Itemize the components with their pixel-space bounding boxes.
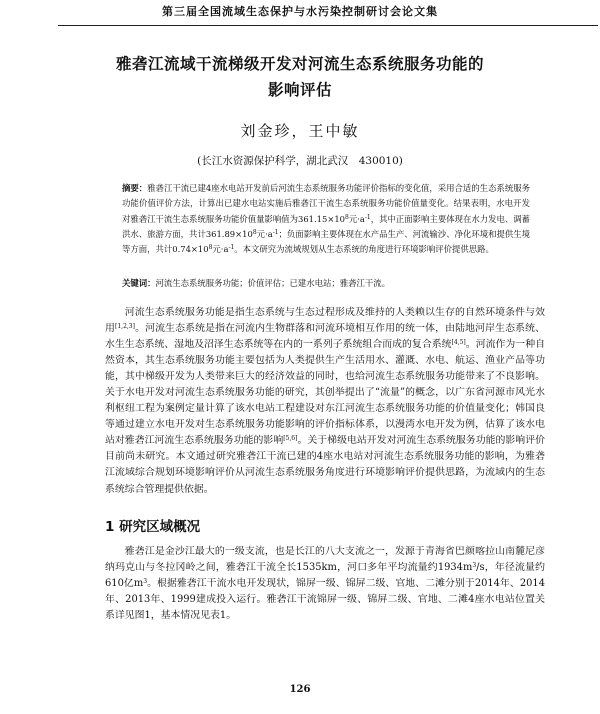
- intro-paragraph: [105, 305, 545, 498]
- abstract-label: 摘要：: [122, 183, 148, 193]
- superscript: 3: [472, 562, 477, 570]
- abstract-sup: -1: [228, 244, 235, 252]
- intro-section: [105, 305, 545, 498]
- study-paragraph: [105, 544, 545, 624]
- citation: [4,5]: [451, 339, 466, 347]
- section-heading-1: 1 研究区域概况: [105, 519, 201, 535]
- intro-text: 。河流生态系统是指在河流内生物群落和河流环境相互作用的统一体，由陆地河岸生态系统、水生生态系统、湿地及沼泽生态系统等在内的一系列子系统组合而成的复合系统: [105, 323, 545, 351]
- study-text: 雅砻江是金沙江最大的一级支流，也是长江的八大支流之一，发源于青海省巴颜喀拉山南麓尼彦纳玛克山与冬拉冈岭之间，雅砻江干流全长1535km，河口多年平均流量约1934m: [105, 546, 545, 574]
- study-text: 。根据雅砻江干流水电开发现状，锦屏一级、锦屏二级、官地、二滩分别于2014年、2014年、2013年、1999建成投入运行。雅砻江干流锦屏一级、锦屏二级、官地、二滩4座水电站位置关系详见图1，基本情况见表1。: [105, 578, 545, 622]
- study-area-section: [105, 544, 545, 624]
- abstract-text: 元·a: [348, 213, 365, 224]
- keywords-label: 关键词：: [122, 278, 156, 288]
- citation: [5,6]: [283, 435, 298, 443]
- abstract-sup: 8: [345, 213, 349, 221]
- abstract-sup: 8: [252, 228, 257, 236]
- affiliation: (长江水资源保护科学，湖北武汉 430010): [197, 155, 403, 167]
- abstract-text: ；负面影响主要体现在水产品生产、河流输沙、净化环境和提供生境等方面，共计0.74×10: [122, 228, 531, 255]
- running-header: 第三届全国流域生态保护与水污染控制研讨会论文集: [162, 5, 438, 18]
- citation: [1,2,3]: [115, 323, 135, 331]
- paper-title-line2: 影响评估: [267, 81, 332, 99]
- intro-text: 。河流作为一种自然资本，其生态系统服务功能主要包括为人类提供生产生活用水、灌溉、水电、航运、渔业产品等功能，其中梯级开发为人类带来巨大的经济效益的同时，也给河流生态系统服务功能带来了不良影响。关于水电开发对河流生态系统服务功能的研究，其创举提出了“流量”的概念，以广东省河源市风光水利枢纽工程为案例定量计算了该水电站工程建设对东江河流生态系统服务功能的价值量变化；韩国良等通过建立水电开发对生态系统服务功能影响的评价指标体系，以漫湾水电开发为例，估算了该水电站对雅砻江河流生态系统服务功能的影响: [105, 339, 545, 447]
- superscript: 3: [143, 578, 148, 586]
- authors: 刘金珍，王中敏: [240, 122, 360, 140]
- abstract-sup: 8: [208, 244, 213, 252]
- abstract: [122, 181, 530, 257]
- abstract-text: ，其中正面影响主要体现在水力发电、调蓄洪水、旅游方面，共计361.89×10: [122, 213, 531, 239]
- abstract-sup: -1: [272, 228, 279, 236]
- abstract-text: 元·a: [256, 228, 273, 239]
- abstract-text: 雅砻江干流已建4座水电站开发前后河流生态系统服务功能评价指标的变化值，采用合适的生态系统服务功能价值评价方法，计算出已建水电站实施后雅砻江干流生态系统服务功能价值量变化。结果表明，水电开发对雅砻江干流生态系统服务功能价值量影响值为361.15×10: [122, 183, 531, 224]
- page-number: 126: [289, 684, 311, 695]
- intro-text: 河流生态系统服务功能是指生态系统与生态过程形成及维持的人类赖以生存的自然环境条件与效用: [105, 307, 545, 335]
- header-rule: [58, 25, 598, 26]
- study-text: /s，年径流量约610亿m: [105, 562, 545, 590]
- keywords-text: 河流生态系统服务功能；价值评估；已建水电站；雅砻江干流。: [155, 278, 390, 288]
- intro-text: 。关于梯级电站开发对河流生态系统服务功能的影响评价目前尚未研究。本文通过研究雅砻江干流已建的4座水电站对河流生态系统服务功能的影响，为雅砻江流域综合规划环境影响评价从河流生态系统服务角度进行环境影响评价提供思路，为流域内的生态系统综合管理提供依据。: [105, 435, 545, 495]
- abstract-sup: -1: [364, 213, 371, 221]
- keywords: [122, 276, 530, 290]
- paper-title-line1: 雅砻江流域干流梯级开发对河流生态系统服务功能的: [115, 55, 484, 73]
- abstract-text: 。本文研究为流域规划从生态系统的角度进行环境影响评价提供思路。: [234, 244, 494, 255]
- abstract-text: 元·a: [212, 244, 229, 255]
